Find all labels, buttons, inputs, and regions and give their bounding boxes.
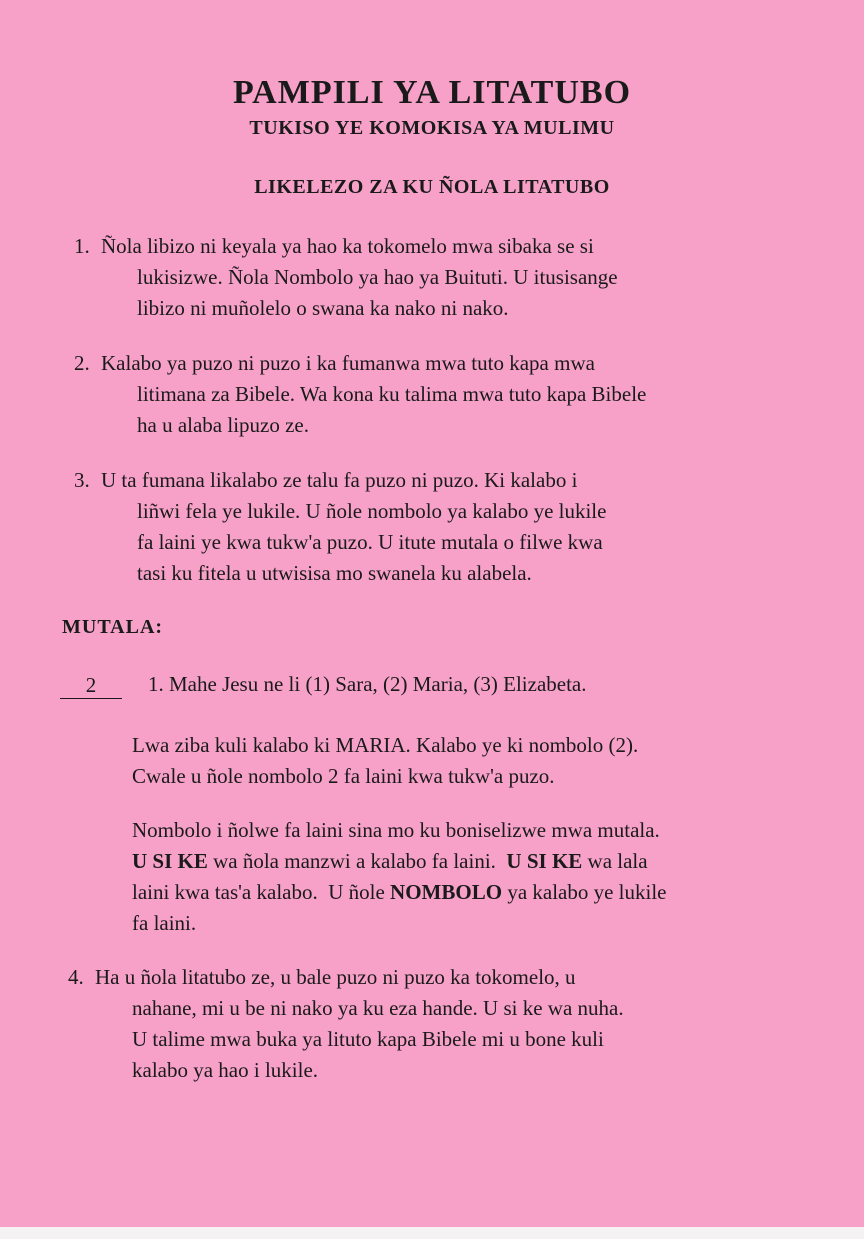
example-answer-line: 2 — [60, 672, 122, 699]
instruction-number: 1. — [74, 234, 90, 258]
instruction-number: 4. — [68, 965, 84, 989]
instruction-4 — [68, 962, 788, 1086]
explanation-line: Cwale u ñole nombolo 2 fa laini kwa tukw'a puzo. — [132, 764, 555, 788]
instruction-3 — [74, 465, 794, 589]
instruction-line: nahane, mi u be ni nako ya ku eza hande. U si ke wa nuha. — [132, 996, 624, 1020]
instruction-line: ha u alaba lipuzo ze. — [137, 413, 309, 437]
emphasis-text: U SI KE — [132, 849, 208, 873]
emphasis-text: NOMBOLO — [390, 880, 503, 904]
emphasis-text: U SI KE — [506, 849, 583, 873]
document-subtitle: TUKISO YE KOMOKISA YA MULIMU — [249, 117, 615, 139]
document-title: PAMPILI YA LITATUBO — [232, 74, 632, 111]
instruction-line: U ta fumana likalabo ze talu fa puzo ni puzo. Ki kalabo i — [101, 468, 578, 492]
instruction-number: 2. — [74, 351, 90, 375]
example-explanation — [132, 730, 832, 792]
note-line: Nombolo i ñolwe fa laini sina mo ku boniselizwe mwa mutala. — [132, 818, 660, 842]
instruction-line: Kalabo ya puzo ni puzo i ka fumanwa mwa tuto kapa mwa — [101, 351, 595, 375]
instruction-line: Ñola libizo ni keyala ya hao ka tokomelo mwa sibaka se si — [101, 234, 594, 258]
note-text: laini kwa tas'a kalabo. U ñole — [132, 880, 391, 904]
instruction-line: kalabo ya hao i lukile. — [132, 1058, 319, 1082]
instruction-line: Ha u ñola litatubo ze, u bale puzo ni puzo ka tokomelo, u — [95, 965, 576, 989]
example-question: 1. Mahe Jesu ne li (1) Sara, (2) Maria, (3) Elizabeta. — [148, 672, 587, 696]
instruction-line: fa laini ye kwa tukw'a puzo. U itute mutala o filwe kwa — [137, 530, 603, 554]
instruction-line: U talime mwa buka ya lituto kapa Bibele mi u bone kuli — [132, 1027, 604, 1051]
instruction-1 — [74, 231, 794, 324]
note-line — [132, 846, 842, 877]
note-line: fa laini. — [132, 911, 197, 935]
note-text: wa lala — [582, 849, 648, 873]
instruction-line: tasi ku fitela u utwisisa mo swanela ku alabela. — [137, 561, 532, 585]
scan-edge — [0, 1227, 864, 1239]
note-text: ya kalabo ye lukile — [502, 880, 667, 904]
note-text: wa ñola manzwi a kalabo fa laini. — [207, 849, 507, 873]
instruction-line: libizo ni muñolelo o swana ka nako ni nako. — [137, 296, 509, 320]
instruction-number: 3. — [74, 468, 90, 492]
example-label: MUTALA: — [62, 616, 164, 638]
note-line — [132, 877, 842, 908]
explanation-line: Lwa ziba kuli kalabo ki MARIA. Kalabo ye ki nombolo (2). — [132, 733, 639, 757]
instruction-line: liñwi fela ye lukile. U ñole nombolo ya kalabo ye lukile — [137, 499, 607, 523]
instruction-2 — [74, 348, 794, 441]
instruction-line: lukisizwe. Ñola Nombolo ya hao ya Buituti. U itusisange — [137, 265, 618, 289]
example-note — [132, 815, 842, 939]
instructions-heading: LIKELEZO ZA KU ÑOLA LITATUBO — [254, 176, 610, 198]
instruction-line: litimana za Bibele. Wa kona ku talima mwa tuto kapa Bibele — [137, 382, 647, 406]
